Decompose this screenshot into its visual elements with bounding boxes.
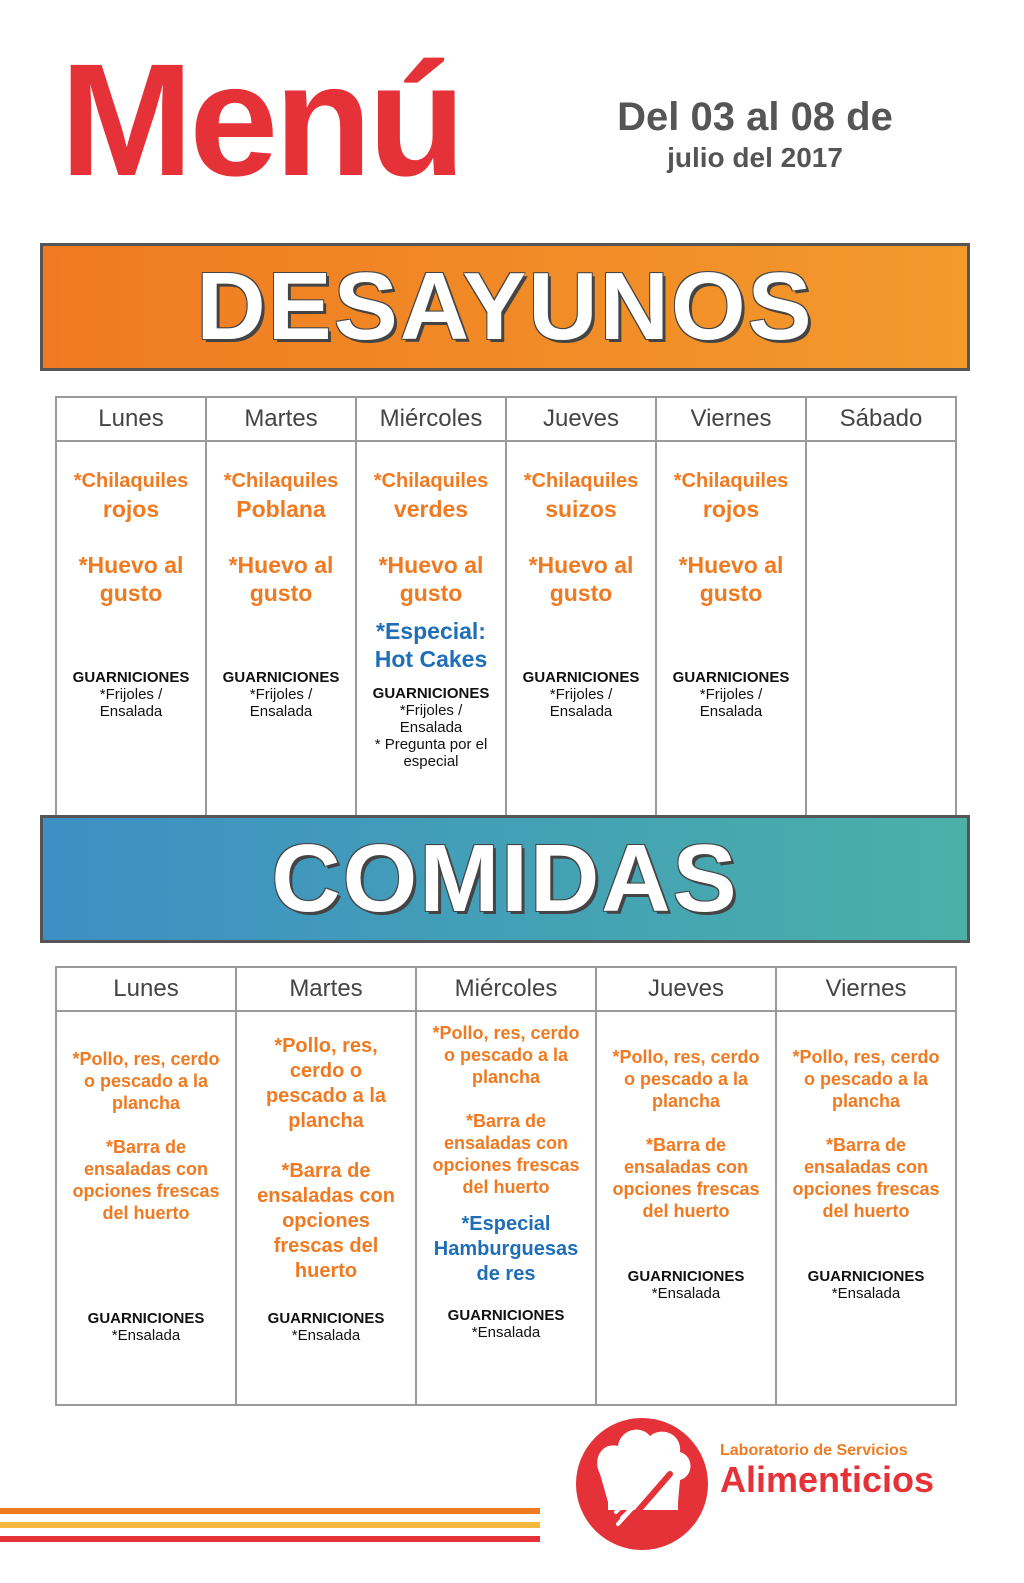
dish-line: verdes	[393, 496, 469, 522]
breakfast-banner-text: DESAYUNOS	[196, 253, 814, 360]
dish-line: *Chilaquiles	[373, 470, 489, 492]
dish-line: opciones frescas	[432, 1155, 580, 1175]
sides-title: GUARNICIONES	[267, 1310, 385, 1327]
dish-line: Poblana	[236, 496, 326, 522]
sides-text: Ensalada	[399, 719, 463, 736]
day-header: Martes	[236, 967, 416, 1011]
day-header: Lunes	[56, 397, 206, 441]
dish-line: rojos	[702, 496, 760, 522]
dish-line: del huerto	[642, 1201, 730, 1221]
date-line-2: julio del 2017	[667, 142, 843, 173]
footer-stripe-yellow	[0, 1522, 540, 1528]
dish-line: *Pollo, res, cerdo	[792, 1047, 940, 1067]
breakfast-cell	[56, 441, 206, 825]
special-line: Hamburguesas	[433, 1238, 579, 1260]
dish-line: ensaladas con	[83, 1159, 209, 1179]
lunch-cell	[596, 1011, 776, 1405]
dish-line: ensaladas con	[257, 1185, 395, 1207]
dish-line: *Huevo al	[228, 552, 334, 578]
breakfast-cell	[656, 441, 806, 825]
dish-line: del huerto	[822, 1201, 910, 1221]
lunch-table	[55, 966, 957, 1406]
dish-line: del huerto	[462, 1177, 550, 1197]
dish-line: ensaladas con	[623, 1157, 749, 1177]
dish-line: cerdo o	[289, 1060, 363, 1082]
dish-line: gusto	[249, 580, 313, 606]
dish-line: o pescado a la	[803, 1069, 929, 1089]
dish-line: plancha	[111, 1093, 181, 1113]
day-header: Jueves	[506, 397, 656, 441]
dish-line: *Huevo al	[378, 552, 484, 578]
dish-line: *Pollo, res, cerdo	[612, 1047, 760, 1067]
dish-line: o pescado a la	[623, 1069, 749, 1089]
dish-line: *Huevo al	[78, 552, 184, 578]
dish-line: plancha	[651, 1091, 721, 1111]
dish-line: *Chilaquiles	[673, 470, 789, 492]
sides-text: *Ensalada	[111, 1327, 181, 1344]
lunch-cell	[776, 1011, 956, 1405]
dish-line: *Pollo, res, cerdo	[432, 1023, 580, 1043]
dish-line: opciones frescas	[792, 1179, 940, 1199]
dish-line: gusto	[399, 580, 463, 606]
sides-title: GUARNICIONES	[447, 1307, 565, 1324]
dish-line: opciones frescas	[72, 1181, 220, 1201]
sides-title: GUARNICIONES	[522, 669, 640, 686]
special-line: *Especial:	[376, 618, 486, 644]
lunch-cell	[416, 1011, 596, 1405]
sides-text: *Frijoles /	[699, 686, 763, 703]
lunch-cell	[236, 1011, 416, 1405]
lunch-cell	[56, 1011, 236, 1405]
dish-line: *Barra de	[281, 1160, 371, 1182]
sides-title: GUARNICIONES	[672, 669, 790, 686]
dish-line: ensaladas con	[803, 1157, 929, 1177]
dish-line: *Barra de	[825, 1135, 907, 1155]
sides-title: GUARNICIONES	[372, 685, 490, 702]
sides-text: Ensalada	[699, 703, 763, 720]
dish-line: *Pollo, res,	[274, 1035, 378, 1057]
breakfast-cell	[356, 441, 506, 825]
lunch-banner	[40, 815, 970, 943]
sides-text: *Frijoles /	[549, 686, 613, 703]
dish-line: gusto	[549, 580, 613, 606]
dish-line: frescas del	[273, 1235, 379, 1257]
logo-line-1: Laboratorio de Servicios	[720, 1442, 908, 1459]
date-range	[600, 95, 910, 174]
sides-title: GUARNICIONES	[627, 1268, 745, 1285]
dish-line: suizos	[545, 496, 617, 522]
dish-line: *Chilaquiles	[523, 470, 639, 492]
note-text: especial	[403, 753, 459, 770]
day-header: Martes	[206, 397, 356, 441]
breakfast-table	[55, 396, 957, 826]
dish-line: ensaladas con	[443, 1133, 569, 1153]
day-header: Viernes	[656, 397, 806, 441]
dish-line: plancha	[288, 1110, 364, 1132]
sides-text: Ensalada	[99, 703, 163, 720]
sides-title: GUARNICIONES	[87, 1310, 205, 1327]
breakfast-cell-empty	[806, 441, 956, 825]
dish-line: o pescado a la	[443, 1045, 569, 1065]
day-header: Miércoles	[356, 397, 506, 441]
page-title: Menú	[60, 30, 462, 209]
sides-text: Ensalada	[249, 703, 313, 720]
lunch-banner-text: COMIDAS	[271, 825, 739, 932]
sides-text: *Frijoles /	[399, 702, 463, 719]
logo-line-2: Alimenticios	[720, 1459, 935, 1500]
dish-line: plancha	[831, 1091, 901, 1111]
date-line-1: Del 03 al 08 de	[617, 95, 893, 139]
lunch-header-row	[56, 967, 956, 1011]
dish-line: *Huevo al	[678, 552, 784, 578]
special-line: de res	[476, 1263, 536, 1285]
dish-line: *Barra de	[465, 1111, 547, 1131]
dish-line: *Barra de	[645, 1135, 727, 1155]
sides-text: *Ensalada	[471, 1324, 541, 1341]
dish-line: *Huevo al	[528, 552, 634, 578]
special-line: *Especial	[461, 1213, 551, 1235]
sides-text: *Ensalada	[291, 1327, 361, 1344]
day-header: Miércoles	[416, 967, 596, 1011]
logo-text	[720, 1442, 934, 1498]
dish-line: gusto	[699, 580, 763, 606]
sides-text: *Frijoles /	[249, 686, 313, 703]
day-header: Viernes	[776, 967, 956, 1011]
dish-line: opciones	[282, 1210, 370, 1232]
breakfast-cell	[206, 441, 356, 825]
day-header: Sábado	[806, 397, 956, 441]
dish-line: *Chilaquiles	[223, 470, 339, 492]
dish-line: pescado a la	[265, 1085, 387, 1107]
dish-line: *Pollo, res, cerdo	[72, 1049, 220, 1069]
dish-line: o pescado a la	[83, 1071, 209, 1091]
sides-text: *Frijoles /	[99, 686, 163, 703]
dish-line: rojos	[102, 496, 160, 522]
dish-line: del huerto	[102, 1203, 190, 1223]
sides-title: GUARNICIONES	[222, 669, 340, 686]
breakfast-header-row	[56, 397, 956, 441]
dish-line: huerto	[294, 1260, 358, 1282]
sides-text: *Ensalada	[651, 1285, 721, 1302]
sides-title: GUARNICIONES	[807, 1268, 925, 1285]
sides-text: *Ensalada	[831, 1285, 901, 1302]
breakfast-banner	[40, 243, 970, 371]
footer-stripe-orange	[0, 1508, 540, 1514]
dish-line: plancha	[471, 1067, 541, 1087]
special-line: Hot Cakes	[374, 646, 488, 672]
sides-title: GUARNICIONES	[72, 669, 190, 686]
dish-line: opciones frescas	[612, 1179, 760, 1199]
dish-line: *Chilaquiles	[73, 470, 189, 492]
dish-line: *Barra de	[105, 1137, 187, 1157]
breakfast-cell	[506, 441, 656, 825]
sides-text: Ensalada	[549, 703, 613, 720]
chef-hat-fork-knife-icon	[570, 1404, 715, 1554]
breakfast-body-row	[56, 441, 956, 825]
footer-stripe-red	[0, 1536, 540, 1542]
day-header: Jueves	[596, 967, 776, 1011]
dish-line: gusto	[99, 580, 163, 606]
day-header: Lunes	[56, 967, 236, 1011]
lunch-body-row	[56, 1011, 956, 1405]
note-text: * Pregunta por el	[374, 736, 488, 753]
